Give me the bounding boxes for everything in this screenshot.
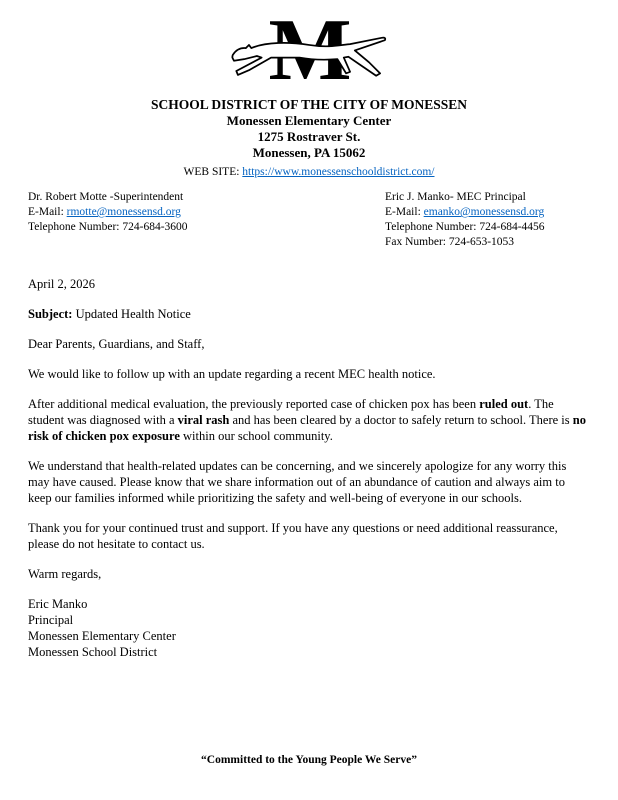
school-name: Monessen Elementary Center (226, 113, 392, 128)
signature-title: Principal (28, 613, 74, 627)
greyhound-running-icon (230, 35, 388, 77)
signature-org-block (28, 628, 590, 660)
principal-name: Eric J. Manko- MEC Principal (385, 191, 526, 203)
signature-org-2: Monessen School District (28, 645, 158, 659)
p2-segment: . The student was diagnosed with a (28, 397, 554, 427)
paragraph-4: Thank you for your continued trust and support. If you have any questions or need additional reassurance, please do not hesitate to contact us. (28, 521, 558, 551)
subject-line (28, 306, 590, 322)
p2-bold-no-risk: no risk of chicken pox exposure (28, 413, 586, 443)
signature-block (28, 596, 590, 628)
signature-name: Eric Manko (28, 597, 88, 611)
subject-label: Subject: (28, 307, 73, 321)
website-line (28, 164, 590, 180)
p2-bold-ruled-out: ruled out (479, 397, 529, 411)
superintendent-email-line (28, 205, 288, 220)
superintendent-email-link[interactable]: rmotte@monessensd.org (66, 206, 181, 218)
address-line-2: Monessen, PA 15062 (252, 145, 366, 160)
email-label: E-Mail: (28, 206, 64, 218)
contact-block (28, 190, 590, 250)
p2-segment: and has been cleared by a doctor to safely return to school. There is (229, 413, 573, 427)
principal-phone: Telephone Number: 724-684-4456 (385, 221, 545, 233)
principal-email-link[interactable]: emanko@monessensd.org (423, 206, 545, 218)
website-link[interactable]: https://www.monessenschooldistrict.com/ (242, 166, 435, 178)
contact-principal (385, 190, 590, 250)
principal-fax: Fax Number: 724-653-1053 (385, 236, 515, 248)
letter-date: April 2, 2026 (28, 277, 96, 291)
paragraph-2 (28, 396, 590, 444)
paragraph-3: We understand that health-related updates can be concerning, and we sincerely apologize for any worry this may have caused. Please know that we share information out of an abundance of caution and always aim to keep our families informed while prioritizing the safety and well-being of everyone in our schools. (28, 459, 567, 505)
superintendent-name: Dr. Robert Motte -Superintendent (28, 191, 184, 203)
closing: Warm regards, (28, 567, 102, 581)
principal-email-line (385, 205, 590, 220)
superintendent-phone: Telephone Number: 724-684-3600 (28, 221, 188, 233)
address-line-1: 1275 Rostraver St. (257, 129, 361, 144)
p2-bold-viral-rash: viral rash (177, 413, 230, 427)
contact-superintendent (28, 190, 288, 250)
letter-body (28, 276, 590, 660)
district-logo (28, 8, 590, 96)
p2-segment: After additional medical evaluation, the previously reported case of chicken pox has been (28, 397, 480, 411)
paragraph-1: We would like to follow up with an update regarding a recent MEC health notice. (28, 367, 436, 381)
salutation: Dear Parents, Guardians, and Staff, (28, 337, 205, 351)
subject-text: Updated Health Notice (72, 307, 191, 321)
signature-org-1: Monessen Elementary Center (28, 629, 176, 643)
footer-motto: “Committed to the Young People We Serve” (201, 754, 417, 766)
p2-segment: within our school community. (179, 429, 333, 443)
website-label: WEB SITE: (183, 166, 240, 178)
district-name: SCHOOL DISTRICT OF THE CITY OF MONESSEN (150, 97, 468, 112)
email-label: E-Mail: (385, 206, 421, 218)
